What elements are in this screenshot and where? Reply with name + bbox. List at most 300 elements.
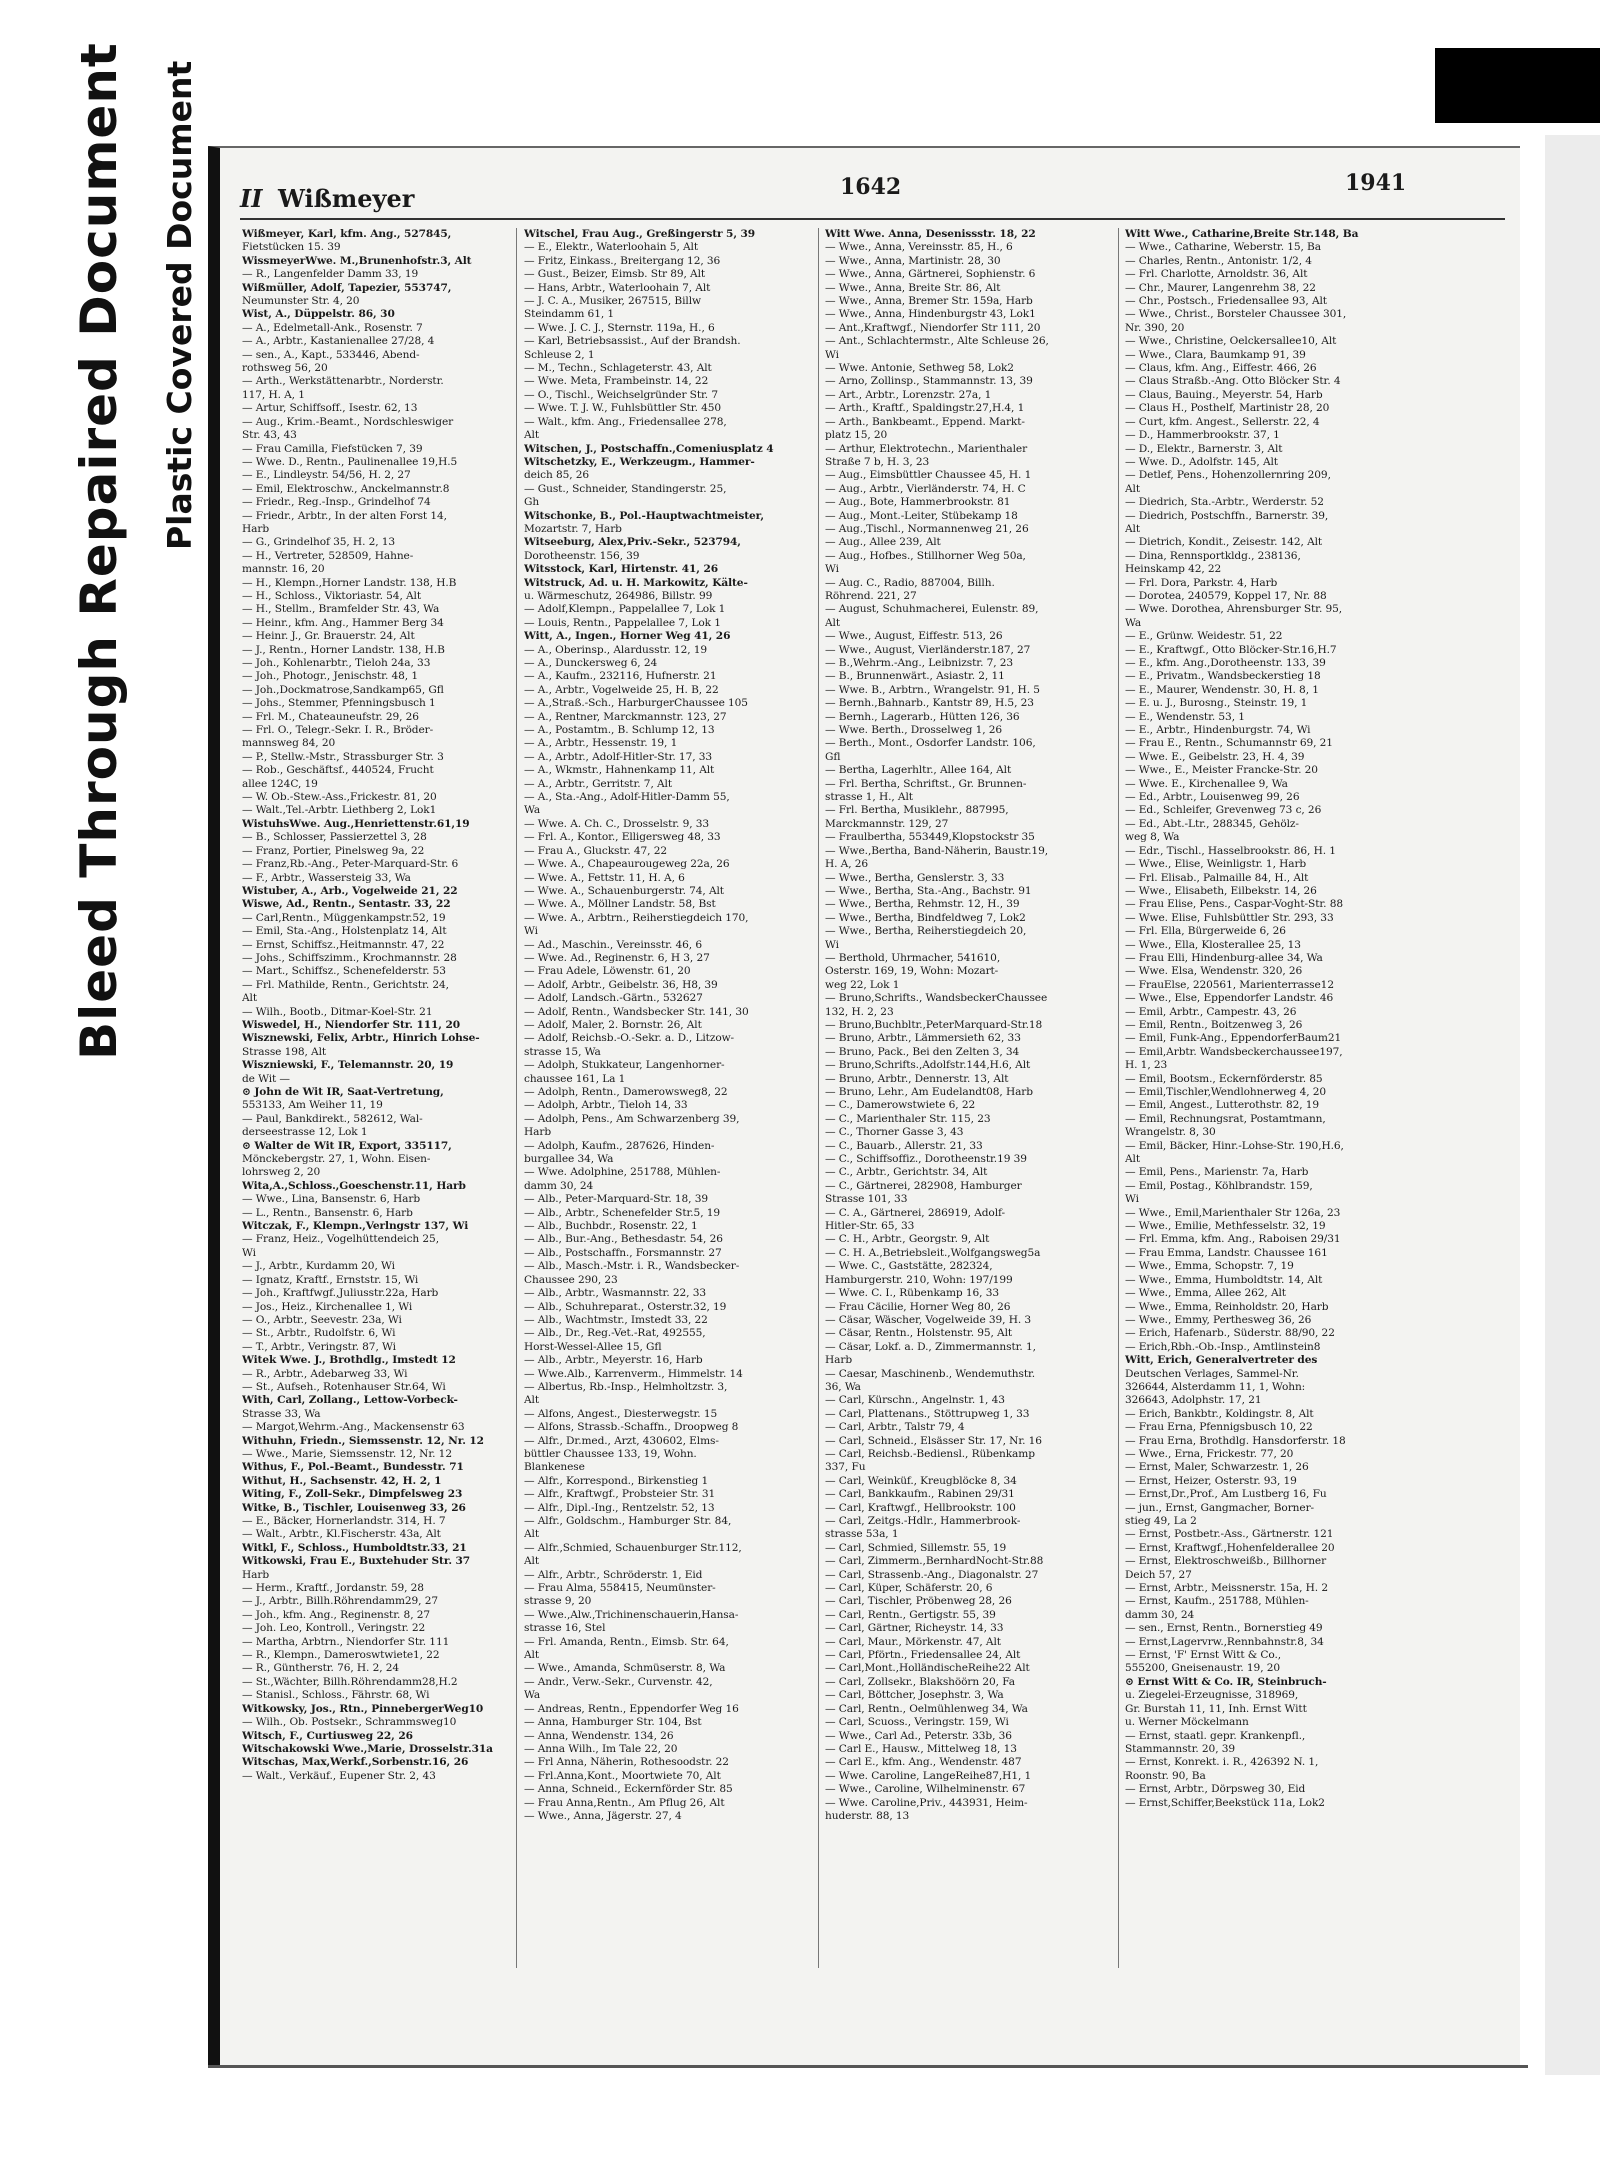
directory-entry-line: — Mart., Schiffsz., Schenefelderstr. 53 (242, 965, 446, 978)
directory-entry-line: — Charles, Rentn., Antonistr. 1/2, 4 (1125, 254, 1312, 267)
directory-entry-line: — E., Lindleystr. 54/56, H. 2, 27 (242, 469, 411, 482)
directory-entry-line: — O., Arbtr., Seevestr. 23a, Wi (242, 1313, 402, 1326)
directory-entry-line: — Alfr., Kraftwgf., Probsteier Str. 31 (524, 1488, 716, 1501)
directory-entry-line: Wi (242, 1246, 256, 1259)
directory-entry-line: — Wwe., Ella, Klosterallee 25, 13 (1125, 938, 1301, 951)
directory-entry-line: — Emil, Elektroschw., Anckelmannstr.8 (242, 482, 450, 495)
directory-entry-line: — Aug., Hofbes., Stillhorner Weg 50a, (825, 549, 1026, 562)
directory-entry-line: — Erich, Hafenarb., Süderstr. 88/90, 22 (1125, 1327, 1335, 1340)
directory-entry-line: — Wwe., Bertha, Bindfeldweg 7, Lok2 (825, 911, 1026, 924)
repaired-document-label: Repaired Document (70, 42, 128, 617)
directory-entry-line: — R., Güntherstr. 76, H. 2, 24 (242, 1662, 400, 1675)
directory-entry-line: Alt (524, 429, 539, 442)
directory-entry-line: — Ant.,Kraftwgf., Niendorfer Str 111, 20 (825, 321, 1041, 334)
directory-entry-line: — Alb., Schuhreparat., Osterstr.32, 19 (524, 1300, 727, 1313)
directory-entry-line: — H., Vertreter, 528509, Hahne- (242, 549, 414, 562)
directory-entry-line: — R., Klempn., Dameroswtwiete1, 22 (242, 1649, 440, 1662)
directory-entry-line: WistuhsWwe. Aug.,Henriettenstr.61,19 (242, 817, 470, 830)
directory-entry-line: — G., Grindelhof 35, H. 2, 13 (242, 536, 396, 549)
directory-entry-line: — Curt, kfm. Angest., Sellerstr. 22, 4 (1125, 415, 1320, 428)
bleed-through-label: Bleed Through (70, 635, 128, 1060)
directory-entry-line: — FrauElse, 220561, Marienterrasse12 (1125, 978, 1334, 991)
directory-entry-line: — W. Ob.-Stew.-Ass.,Frickestr. 81, 20 (242, 791, 437, 804)
directory-entry-line: — Diedrich, Sta.-Arbtr., Werderstr. 52 (1125, 496, 1324, 509)
directory-entry-line: — Claus, kfm. Ang., Eiffestr. 466, 26 (1125, 362, 1317, 375)
directory-entry-line: Wa (1125, 616, 1142, 629)
header-rule (240, 218, 1505, 220)
directory-entry-line: — Wwe., August, Vierländerstr.187, 27 (825, 643, 1031, 656)
directory-entry-line: — Dorotea, 240579, Koppel 17, Nr. 88 (1125, 589, 1327, 602)
directory-entry-line: — O., Tischl., Weichselgründer Str. 7 (524, 388, 718, 401)
directory-entry-line: — Diedrich, Postschffn., Barnerstr. 39, (1125, 509, 1329, 522)
directory-entry-line: — Anna Wilh., Im Tale 22, 20 (524, 1742, 678, 1755)
directory-entry-line: 553133, Am Weiher 11, 19 (242, 1099, 383, 1112)
directory-entry-line: — Emil, Rentn., Boitzenweg 3, 26 (1125, 1018, 1303, 1031)
directory-entry-line: — Walt., Verkäuf., Eupener Str. 2, 43 (242, 1769, 436, 1782)
directory-entry-line: Marckmannstr. 129, 27 (825, 817, 949, 830)
directory-entry-line: — M., Techn., Schlageterstr. 43, Alt (524, 362, 712, 375)
directory-entry-line: — Ernst,Schiffer,Beekstück 11a, Lok2 (1125, 1796, 1325, 1809)
directory-entry-line: — Wwe., August, Eiffestr. 513, 26 (825, 630, 1003, 643)
directory-entry-line: lohrsweg 2, 20 (242, 1166, 321, 1179)
directory-entry-line: — Ed., Arbtr., Louisenweg 99, 26 (1125, 791, 1300, 804)
directory-entry-line: Wi (825, 563, 839, 576)
directory-entry-line: — Erich, Bankbtr., Koldingstr. 8, Alt (1125, 1407, 1314, 1420)
directory-entry-line: — Carl, Maur., Mörkenstr. 47, Alt (825, 1635, 1001, 1648)
directory-entry-line: — E. u. J., Burosng., Steinstr. 19, 1 (1125, 697, 1308, 710)
directory-entry-line: — Friedr., Arbtr., In der alten Forst 14, (242, 509, 447, 522)
directory-entry-line: 326643, Adolphstr. 17, 21 (1125, 1394, 1262, 1407)
directory-entry-line: — Arno, Zollinsp., Stammannstr. 13, 39 (825, 375, 1033, 388)
directory-entry-line: — Wwe.,Bertha, Band-Näherin, Baustr.19, (825, 844, 1048, 857)
directory-entry-line: Witschas, Max,Werkf.,Sorbenstr.16, 26 (242, 1756, 469, 1769)
directory-entry-line: — Claus Straßb.-Ang. Otto Blöcker Str. 4 (1125, 375, 1341, 388)
directory-entry-line: — Bruno,Buchbltr.,PeterMarquard-Str.18 (825, 1018, 1043, 1031)
directory-entry-line: Alt (524, 1528, 539, 1541)
directory-entry-line: — Ernst, Elektroschweißb., Billhorner (1125, 1555, 1327, 1568)
directory-entry-line: Roonstr. 90, Ba (1125, 1769, 1206, 1782)
directory-entry-line: — Carl, Kürschn., Angelnstr. 1, 43 (825, 1394, 1005, 1407)
directory-entry-line: — J. C. A., Musiker, 267515, Billw (524, 295, 701, 308)
directory-entry-line: — C., Damerowstwiete 6, 22 (825, 1099, 976, 1112)
directory-entry-line: — Ernst, Konrekt. i. R., 426392 N. 1, (1125, 1756, 1319, 1769)
directory-entry-line: ⊙ Walter de Wit IR, Export, 335117, (242, 1139, 452, 1152)
directory-entry-line: — Berth., Mont., Osdorfer Landstr. 106, (825, 737, 1036, 750)
directory-entry-line: — Ernst, Kaufm., 251788, Mühlen- (1125, 1595, 1309, 1608)
directory-entry-line: — Emil, Bootsm., Eckernförderstr. 85 (1125, 1072, 1323, 1085)
directory-entry-line: — Carl, Schneid., Elsässer Str. 17, Nr. 16 (825, 1434, 1042, 1447)
directory-page (208, 146, 1520, 2068)
directory-entry-line: — Emil, Rechnungsrat, Postamtmann, (1125, 1112, 1326, 1125)
directory-entry-line: — A., Sta.-Ang., Adolf-Hitler-Damm 55, (524, 791, 730, 804)
directory-entry-line: Wiswe, Ad., Rentn., Sentastr. 33, 22 (242, 898, 451, 911)
directory-entry-line: — Wwe. Ad., Reginenstr. 6, H 3, 27 (524, 951, 710, 964)
directory-column-4 (1125, 228, 1430, 2028)
directory-entry-line: 117, H. A, 1 (242, 388, 305, 401)
directory-entry-line: — Adolph, Arbtr., Tieloh 14, 33 (524, 1099, 688, 1112)
directory-entry-line: — Emil, Postag., Köhlbrandstr. 159, (1125, 1179, 1313, 1192)
directory-entry-line: — B.,Wehrm.-Ang., Leibnizstr. 7, 23 (825, 657, 1014, 669)
directory-entry-line: Wisznewski, Felix, Arbtr., Hinrich Lohse- (242, 1032, 480, 1045)
directory-entry-line: — Adolf, Rentn., Wandsbecker Str. 141, 30 (524, 1005, 749, 1018)
directory-entry-line: — Frl. Amanda, Rentn., Eimsb. Str. 64, (524, 1635, 729, 1648)
directory-entry-line: — C. H. A.,Betriebsleit.,Wolfgangsweg5a (825, 1246, 1041, 1259)
directory-entry-line: — B., Schlosser, Passierzettel 3, 28 (242, 831, 427, 844)
directory-entry-line: — P., Stellw.-Mstr., Strassburger Str. 3 (242, 750, 444, 763)
directory-entry-line: — Fritz, Einkass., Breitergang 12, 36 (524, 254, 721, 267)
directory-entry-line: — Frl Anna, Näherin, Rothesoodstr. 22 (524, 1756, 729, 1769)
directory-entry-line: — Frl. A., Kontor., Elligersweg 48, 33 (524, 831, 721, 844)
directory-entry-line: — Wwe., Carl Ad., Peterstr. 33b, 36 (825, 1729, 1012, 1742)
directory-entry-line: strasse 1, H., Alt (825, 791, 913, 804)
directory-entry-line: Stammannstr. 20, 39 (1125, 1742, 1236, 1755)
directory-entry-line: Wa (524, 804, 541, 817)
directory-entry-line: — A., Dunckersweg 6, 24 (524, 657, 658, 669)
directory-entry-line: damm 30, 24 (524, 1179, 594, 1192)
directory-entry-line: — Alb., Bur.-Ang., Bethesdastr. 54, 26 (524, 1233, 723, 1246)
directory-entry-line: WissmeyerWwe. M.,Brunenhofstr.3, Alt (242, 254, 472, 267)
directory-entry-line: — Alb., Wachtmstr., Imstedt 33, 22 (524, 1313, 708, 1326)
directory-entry-line: Wiszniewski, F., Telemannstr. 20, 19 (242, 1059, 454, 1072)
directory-entry-line: — Bertha, Lagerhltr., Allee 164, Alt (825, 764, 1012, 777)
directory-entry-line: — Wwe. Caroline, LangeReihe87,H1, 1 (825, 1769, 1032, 1782)
directory-entry-line: Witsstock, Karl, Hirtenstr. 41, 26 (524, 563, 718, 576)
directory-entry-line: Witschonke, B., Pol.-Hauptwachtmeister, (524, 509, 764, 522)
directory-entry-line: allee 124C, 19 (242, 777, 318, 790)
directory-entry-line: Strasse 33, Wa (242, 1407, 321, 1420)
directory-entry-line: — Wwe.,Alw.,Trichinenschauerin,Hansa- (524, 1608, 739, 1621)
directory-entry-line: — Wwe. A., Fettstr. 11, H. A, 6 (524, 871, 685, 884)
directory-entry-line: — Alb., Postschaffn., Forsmannstr. 27 (524, 1246, 722, 1259)
directory-entry-line: — Wwe. T. J. W., Fuhlsbüttler Str. 450 (524, 402, 722, 415)
directory-entry-line: — B., Brunnenwärt., Asiastr. 2, 11 (825, 670, 1005, 683)
directory-entry-line: — E., Elektr., Waterloohain 5, Alt (524, 241, 698, 254)
directory-entry-line: — Walt.,Tel.-Arbtr. Liethberg 2, Lok1 (242, 804, 437, 817)
page-header (220, 170, 1520, 220)
directory-entry-line: — R., Arbtr., Adebarweg 33, Wi (242, 1367, 408, 1380)
directory-entry-line: Wißmüller, Adolf, Tapezier, 553747, (242, 281, 452, 294)
directory-entry-line: Alt (825, 616, 840, 629)
directory-entry-line: — Alfr., Korrespond., Birkenstieg 1 (524, 1474, 709, 1487)
directory-entry-line: — Frau Adele, Löwenstr. 61, 20 (524, 965, 691, 978)
directory-entry-line: — Art., Arbtr., Lorenzstr. 27a, 1 (825, 388, 992, 401)
directory-entry-line: — Frau Emma, Landstr. Chaussee 161 (1125, 1246, 1328, 1259)
directory-entry-line: H. A, 26 (825, 858, 869, 871)
directory-entry-line: — Wwe., Anna, Jägerstr. 27, 4 (524, 1809, 682, 1822)
directory-entry-line: Witke, B., Tischler, Louisenweg 33, 26 (242, 1501, 466, 1514)
directory-entry-line: — Frl. M., Chateauneufstr. 29, 26 (242, 710, 419, 723)
directory-entry-line: — Frl. Emma, kfm. Ang., Raboisen 29/31 (1125, 1233, 1341, 1246)
directory-entry-line: — Emil, Bäcker, Hinr.-Lohse-Str. 190,H.6, (1125, 1139, 1344, 1152)
directory-entry-line: — Adolph, Rentn., Damerowsweg8, 22 (524, 1086, 728, 1098)
directory-entry-line: u. Ziegelei-Erzeugnisse, 318969, (1125, 1689, 1299, 1702)
directory-entry-line: — Emil, Arbtr., Campestr. 43, 26 (1125, 1005, 1297, 1018)
directory-entry-line: — Wwe., Anna, Bremer Str. 159a, Harb (825, 295, 1033, 308)
directory-entry-line: Strasse 198, Alt (242, 1045, 327, 1058)
directory-entry-line: — Emil, Funk-Ang., EppendorferBaum21 (1125, 1032, 1342, 1045)
directory-entry-line: — Joh. Leo, Kontroll., Veringstr. 22 (242, 1622, 426, 1635)
directory-entry-line: — Ernst, Heizer, Osterstr. 93, 19 (1125, 1474, 1297, 1487)
directory-entry-line: Witt, A., Ingen., Horner Weg 41, 26 (524, 630, 731, 643)
directory-entry-line: — E., Wendenstr. 53, 1 (1125, 710, 1245, 723)
directory-entry-line: — D., Hammerbrookstr. 37, 1 (1125, 429, 1280, 442)
directory-entry-line: — Karl, Betriebsassist., Auf der Brandsh. (524, 335, 741, 348)
directory-entry-line: Röhrend. 221, 27 (825, 589, 917, 602)
directory-entry-line: — Ernst, Arbtr., Meissnerstr. 15a, H. 2 (1125, 1582, 1328, 1595)
directory-entry-line: — Adolf, Arbtr., Geibelstr. 36, H8, 39 (524, 978, 718, 991)
directory-entry-line: — Adolf, Landsch.-Gärtn., 532627 (524, 992, 703, 1005)
directory-entry-line: Deich 57, 27 (1125, 1568, 1192, 1581)
directory-entry-line: damm 30, 24 (1125, 1608, 1195, 1621)
directory-entry-line: — Bernh.,Bahnarb., Kantstr 89, H.5, 23 (825, 697, 1034, 710)
directory-entry-line: Alt (524, 1394, 539, 1407)
directory-entry-line: Witt, Erich, Generalvertreter des (1125, 1354, 1318, 1367)
directory-entry-line: — Rob., Geschäftsf., 440524, Frucht (242, 764, 434, 777)
directory-entry-line: Harb (242, 522, 269, 535)
directory-entry-line: Harb (825, 1354, 852, 1367)
directory-entry-line: — Wwe., Emil,Marienthaler Str 126a, 23 (1125, 1206, 1341, 1219)
directory-entry-line: Wita,A.,Schloss.,Goeschenstr.11, Harb (242, 1179, 466, 1192)
directory-entry-line: — Frl.Anna,Kont., Moortwiete 70, Alt (524, 1769, 721, 1782)
directory-entry-line: — Aug.,Tischl., Normannenweg 21, 26 (825, 522, 1029, 535)
directory-entry-line: Neumunster Str. 4, 20 (242, 295, 360, 308)
running-head-name: Wißmeyer (278, 184, 415, 213)
directory-entry-line: — H., Stellm., Bramfelder Str. 43, Wa (242, 603, 440, 616)
directory-entry-line: — Wwe. J. C. J., Sternstr. 119a, H., 6 (524, 321, 715, 334)
directory-entry-line: — Joh., Kraftfwgf.,Juliusstr.22a, Harb (242, 1287, 439, 1300)
directory-entry-line: — Wwe. E., Kirchenallee 9, Wa (1125, 777, 1288, 790)
directory-entry-line: — E., Bäcker, Hornerlandstr. 314, H. 7 (242, 1515, 446, 1527)
directory-entry-line: — Carl, Schmied, Sillemstr. 55, 19 (825, 1541, 1007, 1554)
directory-entry-line: — Frau Elise, Pens., Caspar-Voght-Str. 88 (1125, 898, 1343, 911)
directory-entry-line: — Heinr., kfm. Ang., Hammer Berg 34 (242, 616, 444, 629)
directory-column-3 (825, 228, 1097, 2028)
directory-entry-line: — Franz, Heiz., Vogelhüttendeich 25, (242, 1233, 439, 1246)
directory-entry-line: Wi (825, 348, 839, 361)
directory-entry-line: — Anna, Schneid., Eckernförder Str. 85 (524, 1783, 733, 1796)
directory-entry-line: — Carl, Arbtr., Talstr 79, 4 (825, 1421, 965, 1434)
directory-entry-line: Wi (1125, 1193, 1139, 1206)
directory-column-1 (242, 228, 514, 2028)
directory-entry-line: — Alb., Arbtr., Meyerstr. 16, Harb (524, 1354, 703, 1367)
directory-entry-line: — Wwe., Erna, Frickestr. 77, 20 (1125, 1447, 1294, 1460)
directory-entry-line: — A., Edelmetall-Ank., Rosenstr. 7 (242, 321, 423, 334)
directory-entry-line: Witseeburg, Alex,Priv.-Sekr., 523794, (524, 536, 741, 549)
directory-entry-line: — Adolph, Kaufm., 287626, Hinden- (524, 1139, 715, 1152)
directory-entry-line: burgallee 34, Wa (524, 1153, 614, 1166)
directory-entry-line: — Ernst, Maler, Schwarzestr. 1, 26 (1125, 1461, 1309, 1474)
directory-entry-line: Withuhn, Friedn., Siemssenstr. 12, Nr. 12 (242, 1434, 484, 1447)
directory-entry-line: — Jos., Heiz., Kirchenallee 1, Wi (242, 1300, 413, 1313)
directory-entry-line: — Joh., Kohlenarbtr., Tieloh 24a, 33 (242, 657, 431, 669)
directory-entry-line: — Wwe., E., Meister Francke-Str. 20 (1125, 764, 1318, 777)
directory-entry-line: — Cäsar, Lokf. a. D., Zimmermannstr. 1, (825, 1340, 1036, 1353)
directory-entry-line: — A., Wkmstr., Hahnenkamp 11, Alt (524, 764, 715, 777)
directory-entry-line: — Artur, Schiffsoff., Isestr. 62, 13 (242, 402, 418, 415)
directory-entry-line: — Alfr., Arbtr., Schröderstr. 1, Eid (524, 1568, 703, 1581)
directory-entry-line: — Bruno, Lehr., Am Eudelandt08, Harb (825, 1086, 1033, 1098)
directory-entry-line: Nr. 390, 20 (1125, 321, 1185, 334)
directory-entry-line: Heinskamp 42, 22 (1125, 563, 1222, 576)
directory-entry-line: Witschetzky, E., Werkzeugm., Hammer- (524, 455, 755, 468)
directory-entry-line: Hamburgerstr. 210, Wohn: 197/199 (825, 1273, 1013, 1286)
directory-entry-line: — Carl, Plattenans., Stöttrupweg 1, 33 (825, 1407, 1030, 1420)
directory-entry-line: — Aug., Arbtr., Vierländerstr. 74, H. C (825, 482, 1026, 495)
directory-entry-line: — St.,Wächter, Billh.Röhrendamm28,H.2 (242, 1675, 458, 1688)
directory-entry-line: — Bruno, Pack., Bei den Zelten 3, 34 (825, 1045, 1020, 1058)
directory-entry-line: — Carl, Böttcher, Josephstr. 3, Wa (825, 1689, 1004, 1702)
directory-entry-line: Wa (524, 1689, 541, 1702)
directory-entry-line: — Wwe., Anna, Hindenburgstr 43, Lok1 (825, 308, 1036, 321)
directory-entry-line: — Gust., Beizer, Eimsb. Str 89, Alt (524, 268, 706, 281)
directory-entry-line: — Detlef, Pens., Hohenzollernring 209, (1125, 469, 1331, 482)
directory-entry-line: — J., Rentn., Horner Landstr. 138, H.B (242, 643, 445, 656)
directory-entry-line: — Carl, Kraftwgf., Hellbrookstr. 100 (825, 1501, 1016, 1514)
directory-entry-line: Witek Wwe. J., Brothdlg., Imstedt 12 (242, 1354, 456, 1367)
directory-entry-line: — Frau Alma, 558415, Neumünster- (524, 1582, 716, 1595)
directory-entry-line: — Wwe., Bertha, Sta.-Ang., Bachstr. 91 (825, 884, 1032, 897)
directory-entry-line: — Franz, Portier, Pinelsweg 9a, 22 (242, 844, 425, 857)
directory-entry-line: — Aug., Bote, Hammerbrookstr. 81 (825, 496, 1011, 509)
directory-entry-line: — Wwe., Bertha, Rehmstr. 12, H., 39 (825, 898, 1020, 911)
column-divider (818, 228, 819, 1968)
plastic-covered-stamp: Plastic Covered Document (160, 60, 199, 550)
directory-entry-line: — H., Schloss., Viktoriastr. 54, Alt (242, 589, 421, 602)
directory-entry-line: — Frau Anna,Rentn., Am Pflug 26, Alt (524, 1796, 725, 1809)
directory-entry-line: — Wwe. Caroline,Priv., 443931, Heim- (825, 1796, 1028, 1809)
directory-entry-line: — Emil,Tischler,Wendlohnerweg 4, 20 (1125, 1086, 1327, 1098)
directory-entry-line: Harb (524, 1126, 551, 1139)
directory-entry-line: de Wit — (242, 1072, 290, 1085)
directory-entry-line: Wi (524, 925, 538, 938)
directory-entry-line: Witkl, F., Schloss., Humboldtstr.33, 21 (242, 1541, 467, 1554)
column-divider (1118, 228, 1119, 1968)
directory-entry-line: — C. H., Arbtr., Georgstr. 9, Alt (825, 1233, 990, 1246)
directory-entry-line: Witsch, F., Curtiusweg 22, 26 (242, 1729, 413, 1742)
directory-entry-line: Witschen, J., Postschaffn.,Comeniusplatz 4 (524, 442, 774, 455)
directory-entry-line: — E., Arbtr., Hindenburgstr. 74, Wi (1125, 724, 1311, 737)
directory-entry-line: — Wilh., Bootb., Ditmar-Koel-Str. 21 (242, 1005, 433, 1018)
directory-entry-line: — C., Arbtr., Gerichtstr. 34, Alt (825, 1166, 988, 1179)
directory-entry-line: — Ant., Schlachtermstr., Alte Schleuse 26, (825, 335, 1049, 348)
directory-entry-line: — Frau Camilla, Fiefstücken 7, 39 (242, 442, 423, 455)
directory-entry-line: — Alb., Arbtr., Wasmannstr. 22, 33 (524, 1287, 706, 1300)
directory-entry-line: Wist, A., Düppelstr. 86, 30 (242, 308, 395, 321)
directory-entry-line: — Frl. Ella, Bürgerweide 6, 26 (1125, 925, 1286, 938)
directory-entry-line: — Carl E., Hausw., Mittelweg 18, 13 (825, 1742, 1017, 1755)
directory-entry-line: Alt (1125, 482, 1140, 495)
directory-entry-line: Witkowski, Frau E., Buxtehuder Str. 37 (242, 1555, 471, 1568)
directory-entry-line: — Anna, Wendenstr. 134, 26 (524, 1729, 674, 1742)
directory-entry-line: Hitler-Str. 65, 33 (825, 1220, 915, 1233)
directory-entry-line: 36, Wa (825, 1380, 861, 1393)
directory-entry-line: u. Wärmeschutz, 264986, Billstr. 99 (524, 589, 713, 602)
directory-entry-line: — Carl,Mont.,HolländischeReihe22 Alt (825, 1662, 1030, 1675)
directory-entry-line: — Ernst,Dr.,Prof., Am Lustberg 16, Fu (1125, 1488, 1327, 1501)
directory-entry-line: — Wwe. E., Geibelstr. 23, H. 4, 39 (1125, 750, 1305, 763)
directory-entry-line: — Adolph, Stukkateur, Langenhorner- (524, 1059, 725, 1072)
directory-entry-line: — Joh., kfm. Ang., Reginenstr. 8, 27 (242, 1608, 431, 1621)
directory-entry-line: Alt (1125, 522, 1140, 535)
directory-entry-line: — Wwe., Christine, Oelckersallee10, Alt (1125, 335, 1337, 348)
directory-entry-line: — Frau E., Rentn., Schumannstr 69, 21 (1125, 737, 1333, 750)
directory-entry-line: — Adolph, Pens., Am Schwarzenberg 39, (524, 1112, 740, 1125)
directory-entry-line: ⊙ Ernst Witt & Co. IR, Steinbruch- (1125, 1675, 1327, 1688)
directory-entry-line: strasse 16, Stel (524, 1622, 606, 1635)
directory-entry-line: — August, Schuhmacherei, Eulenstr. 89, (825, 603, 1039, 616)
directory-entry-line: — T., Arbtr., Veringstr. 87, Wi (242, 1340, 396, 1353)
directory-entry-line: mannsweg 84, 20 (242, 737, 336, 750)
directory-entry-line: strasse 9, 20 (524, 1595, 592, 1608)
directory-entry-line: — Margot,Wehrm.-Ang., Mackensenstr 63 (242, 1421, 465, 1434)
directory-entry-line: — C., Marienthaler Str. 115, 23 (825, 1112, 991, 1125)
directory-entry-line: Witschakowski Wwe.,Marie, Drosselstr.31a (242, 1742, 493, 1755)
directory-entry-line: — Wwe., Bertha, Genslerstr. 3, 33 (825, 871, 1005, 884)
directory-entry-line: — Wwe. D., Adolfstr. 145, Alt (1125, 455, 1278, 468)
directory-entry-line: — Wwe. D., Rentn., Paulinenallee 19,H.5 (242, 455, 458, 468)
directory-entry-line: — Wwe. C. I., Rübenkamp 16, 33 (825, 1287, 999, 1300)
directory-entry-line: Dorotheenstr. 156, 39 (524, 549, 640, 562)
directory-entry-line: — Carl, Zeitgs.-Hdlr., Hammerbrook- (825, 1515, 1021, 1527)
directory-entry-line: — E., Kraftwgf., Otto Blöcker-Str.16,H.7 (1125, 643, 1337, 656)
directory-entry-line: — Wwe. B., Arbtrn., Wrangelstr. 91, H. 5 (825, 683, 1040, 696)
directory-entry-line: — Alb., Buchbdr., Rosenstr. 22, 1 (524, 1220, 698, 1233)
directory-entry-line: — Wwe., Else, Eppendorfer Landstr. 46 (1125, 992, 1334, 1005)
directory-entry-line: Witschel, Frau Aug., Greßingerstr 5, 39 (524, 228, 756, 240)
directory-entry-line: strasse 15, Wa (524, 1045, 601, 1058)
directory-entry-line: — Carl, Weinküf., Kreugblöcke 8, 34 (825, 1474, 1017, 1487)
directory-entry-line: — C., Gärtnerei, 282908, Hamburger (825, 1179, 1022, 1192)
directory-entry-line: — Frl. Mathilde, Rentn., Gerichtstr. 24, (242, 978, 449, 991)
directory-entry-line: — Paul, Bankdirekt., 582612, Wal- (242, 1112, 423, 1125)
directory-entry-line: Steindamm 61, 1 (524, 308, 615, 321)
directory-entry-line: — Alfr.,Schmied, Schauenburger Str.112, (524, 1541, 742, 1554)
directory-entry-line: — Wwe. Elsa, Wendenstr. 320, 26 (1125, 965, 1303, 978)
scan-black-tab (1435, 48, 1600, 123)
directory-entry-line: — Wwe. Antonie, Sethweg 58, Lok2 (825, 362, 1014, 375)
directory-entry-line: — E., Privatm., Wandsbeckerstieg 18 (1125, 670, 1321, 683)
directory-entry-line: — Wwe., Elise, Weinligstr. 1, Harb (1125, 858, 1307, 871)
directory-entry-line: — A., Arbtr., Hessenstr. 19, 1 (524, 737, 678, 750)
directory-entry-line: — Alfr., Dr.med., Arzt, 430602, Elms- (524, 1434, 719, 1447)
directory-entry-line: — A., Arbtr., Kastanienallee 27/28, 4 (242, 335, 435, 348)
directory-entry-line: — Ernst,Lagervrw.,Rennbahnstr.8, 34 (1125, 1635, 1324, 1648)
directory-entry-line: — Wilh., Ob. Postsekr., Schrammsweg10 (242, 1716, 457, 1729)
directory-entry-line: — H., Klempn.,Horner Landstr. 138, H.B (242, 576, 457, 589)
directory-entry-line: deich 85, 26 (524, 469, 590, 482)
directory-entry-line: — Bruno, Arbtr., Dennerstr. 13, Alt (825, 1072, 1009, 1085)
directory-entry-line: — Frau Cäcilie, Horner Weg 80, 26 (825, 1300, 1011, 1313)
directory-entry-line: — Walt., kfm. Ang., Friedensallee 278, (524, 415, 727, 428)
directory-entry-line: büttler Chaussee 133, 19, Wohn. (524, 1447, 697, 1460)
directory-entry-line: Gr. Burstah 11, 11, Inh. Ernst Witt (1125, 1702, 1307, 1715)
directory-entry-line: — Carl,Rentn., Müggenkampstr.52, 19 (242, 911, 446, 924)
directory-entry-line: Withus, F., Pol.-Beamt., Bundesstr. 71 (242, 1461, 464, 1474)
directory-entry-line: — Wwe. A., Möllner Landstr. 58, Bst (524, 898, 716, 911)
directory-entry-line: — Frl. O., Telegr.-Sekr. I. R., Bröder- (242, 724, 434, 737)
directory-entry-line: — Hans, Arbtr., Waterloohain 7, Alt (524, 281, 711, 294)
directory-entry-line: stieg 49, La 2 (1125, 1515, 1197, 1527)
directory-entry-line: — Frl. Charlotte, Arnoldstr. 36, Alt (1125, 268, 1308, 281)
directory-entry-line: — Emil, Sta.-Ang., Holstenplatz 14, Alt (242, 925, 447, 938)
directory-entry-line: Wiswedel, H., Niendorfer Str. 111, 20 (242, 1018, 461, 1031)
directory-entry-line: — Carl E., kfm. Ang., Wendenstr. 487 (825, 1756, 1022, 1769)
directory-entry-line: — Carl, Küper, Schäferstr. 20, 6 (825, 1582, 993, 1595)
directory-entry-line: Fietstücken 15. 39 (242, 241, 341, 254)
directory-entry-line: — Herm., Kraftf., Jordanstr. 59, 28 (242, 1582, 424, 1595)
directory-entry-line: — Frau Erna, Brothdlg. Hansdorferstr. 18 (1125, 1434, 1346, 1447)
directory-entry-line: — Wwe. A., Schauenburgerstr. 74, Alt (524, 884, 724, 897)
